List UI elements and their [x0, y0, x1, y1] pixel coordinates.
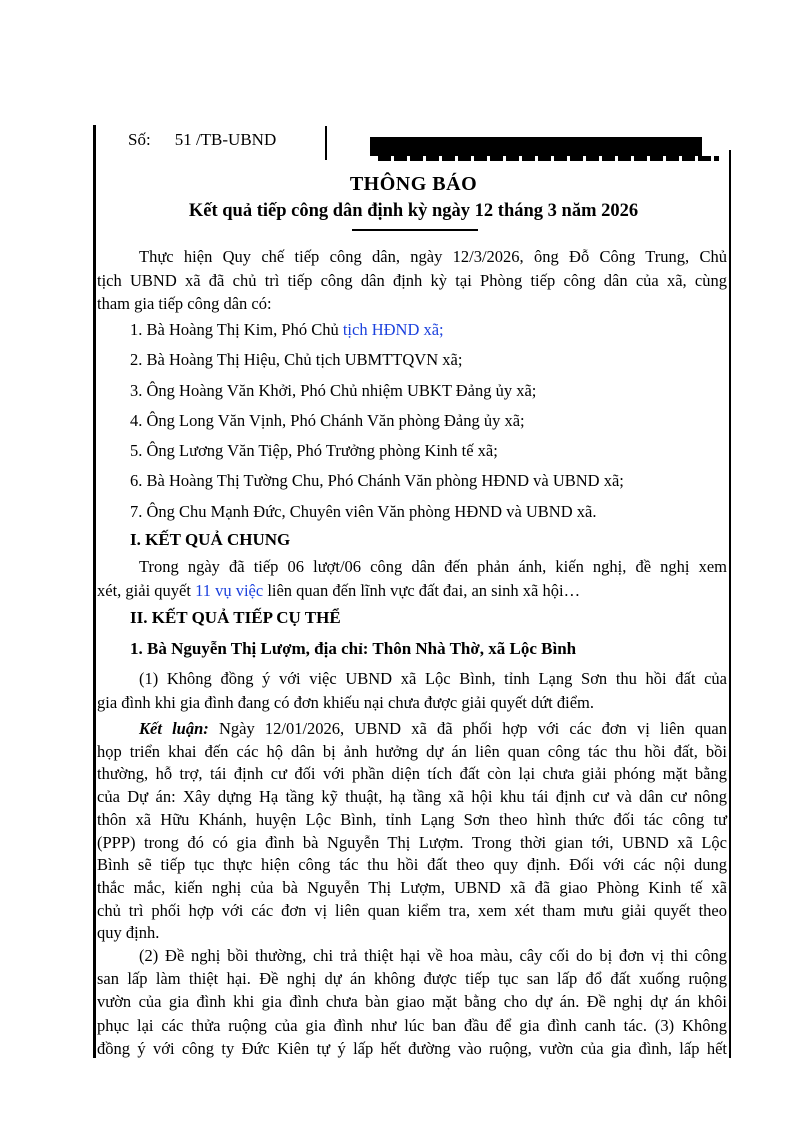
- attendee-item: 3. Ông Hoàng Văn Khởi, Phó Chủ nhiệm UBKT Đảng ủy xã;: [130, 380, 537, 400]
- attendee-item: 7. Ông Chu Mạnh Đức, Chuyên viên Văn phòng HĐND và UBND xã.: [130, 501, 597, 521]
- doc-number-label: Số:: [128, 130, 151, 149]
- attendee-item: 4. Ông Long Văn Vịnh, Phó Chánh Văn phòng Đảng ủy xã;: [130, 410, 525, 430]
- attendee-item: 1. Bà Hoàng Thị Kim, Phó Chủ tịch HĐND xã;: [130, 320, 444, 339]
- attendee-item: 2. Bà Hoàng Thị Hiệu, Chủ tịch UBMTTQVN xã;: [130, 350, 463, 370]
- number-box-border: [325, 126, 327, 160]
- section-general-heading: I. KẾT QUẢ CHUNG: [130, 530, 291, 549]
- intro-paragraph: [97, 245, 727, 316]
- redaction-bar: [370, 137, 702, 156]
- attendee-list: [97, 318, 727, 524]
- complaint-2-line: (2) Đề nghị bồi thường, chi trả thiệt hại về hoa màu, cây cối do bị đơn vị thi công: [139, 946, 727, 965]
- attendee-item: 5. Ông Lương Văn Tiệp, Phó Trưởng phòng Kinh tế xã;: [130, 441, 498, 461]
- complaint-1-line: (1) Không đồng ý với việc UBND xã Lộc Bình, tỉnh Lạng Sơn thu hồi đất của: [139, 669, 727, 688]
- doc-number: [128, 130, 276, 150]
- conclusion-line: quy định.: [97, 923, 160, 943]
- complaint-2-line: vườn của gia đình khi gia đình chưa bàn giao mặt bằng cho dự án. Đề nghị dự án khôi: [97, 992, 727, 1012]
- case-heading: 1. Bà Nguyễn Thị Lượm, địa chỉ: Thôn Nhà Thờ, xã Lộc Bình: [130, 639, 577, 658]
- conclusion-line: (PPP) trong đó có gia đình bà Nguyễn Thị Lượm. Trong thời gian tới, UBND xã Lộc: [97, 832, 727, 852]
- section-detail-heading: II. KẾT QUẢ TIẾP CỤ THỂ: [130, 608, 341, 627]
- redaction-ragged-edge: [378, 156, 719, 161]
- conclusion-line: của Dự án: Xây dựng Hạ tầng kỹ thuật, hạ tầng xã hội khu tái định cư và dân cư nông: [97, 787, 727, 807]
- general-line: xét, giải quyết 11 vụ việc liên quan đến lĩnh vực đất đai, an sinh xã hội…: [97, 581, 581, 600]
- doc-title: THÔNG BÁO: [349, 173, 478, 195]
- doc-number-value: 51 /TB-UBND: [174, 130, 277, 149]
- highlighted-text: 11 vụ việc: [195, 581, 264, 600]
- complaint-2-line: đồng ý với công ty Đức Kiên tự ý lấp hết đường vào ruộng, vườn của gia đình, lấp hết: [97, 1038, 727, 1058]
- conclusion-line: thôn xã Hữu Khánh, huyện Lộc Bình, tỉnh Lạng Sơn theo hình thức đối tác công tư: [97, 809, 727, 829]
- general-line: Trong ngày đã tiếp 06 lượt/06 công dân đến phản ánh, kiến nghị, đề nghị xem: [139, 557, 727, 576]
- conclusion-paragraph: [97, 718, 727, 945]
- page-border-left: [93, 125, 96, 1058]
- complaint-2-line: san lấp làm thiệt hại. Đề nghị dự án không được tiếp tục san lấp đổ đất xuống ruộng: [97, 969, 727, 989]
- intro-line: tham gia tiếp công dân có:: [97, 294, 272, 313]
- intro-line: Thực hiện Quy chế tiếp công dân, ngày 12/3/2026, ông Đỗ Công Trung, Chủ: [139, 247, 727, 266]
- conclusion-line: thường, hỗ trợ, tái định cư đối với phần diện tích đất còn lại chưa giải phóng mặt bằng: [97, 764, 727, 784]
- attendee-item: 6. Bà Hoàng Thị Tường Chu, Phó Chánh Văn phòng HĐND và UBND xã;: [130, 471, 624, 491]
- complaint-1-paragraph: [97, 667, 727, 715]
- highlighted-text: tịch HĐND xã;: [342, 320, 444, 339]
- conclusion-label: Kết luận:: [139, 719, 209, 738]
- complaint-2-paragraph: [97, 944, 727, 1058]
- intro-line: tịch UBND xã đã chủ trì tiếp công dân định kỳ tại Phòng tiếp công dân của xã, cùng: [97, 270, 727, 290]
- doc-subtitle: Kết quả tiếp công dân định kỳ ngày 12 tháng 3 năm 2026: [188, 201, 639, 221]
- complaint-2-line: phục lại các thửa ruộng của gia đình như lúc ban đầu để gia đình canh tác. (3) Không: [97, 1015, 727, 1035]
- general-result-paragraph: [97, 555, 727, 603]
- complaint-1-line: gia đình khi gia đình đang có đơn khiếu nại chưa được giải quyết dứt điểm.: [97, 693, 595, 712]
- conclusion-line: chủ trì phối hợp với các đơn vị liên quan kiểm tra, xem xét tham mưu giải quyết theo: [97, 900, 727, 920]
- conclusion-line: thắc mắc, kiến nghị của bà Nguyễn Thị Lượm, UBND xã đã giao Phòng Kinh tế xã: [97, 877, 727, 897]
- page-border-right: [729, 150, 731, 1058]
- conclusion-line: Kết luận: Ngày 12/01/2026, UBND xã đã phối hợp với các đơn vị liên quan: [139, 719, 727, 738]
- title-underline: [352, 229, 478, 231]
- conclusion-line: họp triển khai đến các hộ dân bị ảnh hưởng dự án liên quan công tác thu hồi đất, bồi: [97, 741, 727, 761]
- conclusion-line: Bình sẽ tiếp tục thực hiện công tác thu hồi đất theo quy định. Đối với các nội dung: [97, 855, 727, 875]
